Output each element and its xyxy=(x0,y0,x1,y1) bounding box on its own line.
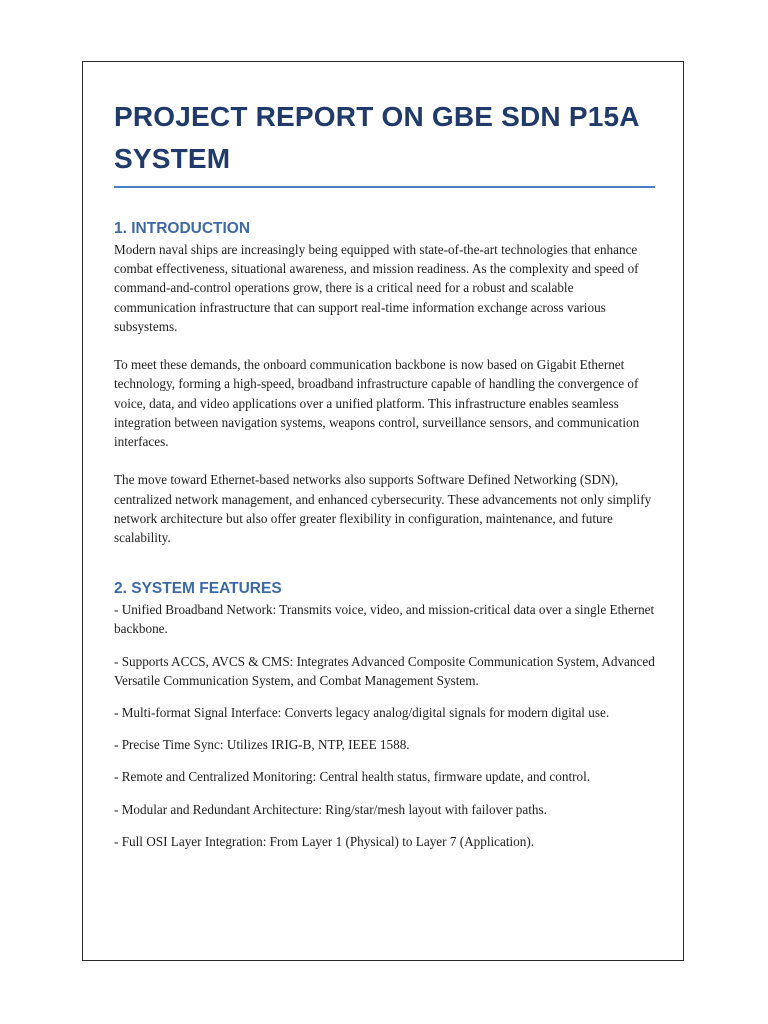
document-page xyxy=(82,61,684,961)
feature-item: - Multi-format Signal Interface: Converts legacy analog/digital signals for modern digital use. xyxy=(114,705,610,721)
introduction-heading: 1. INTRODUCTION xyxy=(114,220,251,237)
system-features-heading: 2. SYSTEM FEATURES xyxy=(114,580,282,598)
feature-item: - Supports ACCS, AVCS & CMS: Integrates Advanced Composite Communication System, Advanced Versatile Communication System, and Combat Management System. xyxy=(114,653,655,688)
feature-item: - Unified Broadband Network: Transmits voice, video, and mission-critical data over a single Ethernet backbone. xyxy=(114,602,655,637)
feature-item: - Remote and Centralized Monitoring: Central health status, firmware update, and control. xyxy=(114,769,591,785)
feature-item: - Full OSI Layer Integration: From Layer 1 (Physical) to Layer 7 (Application). xyxy=(114,833,535,849)
feature-item: - Modular and Redundant Architecture: Ring/star/mesh layout with failover paths. xyxy=(114,801,547,817)
document-title: PROJECT REPORT ON GBE SDN P15A SYSTEM xyxy=(114,96,655,188)
introduction-paragraph: To meet these demands, the onboard communication backbone is now based on Gigabit Ethernet technology, forming a high-speed, broadband infrastructure capable of handling the convergence of voice, data, and video applications over a unified platform. This infrastructure enables seamless integration between navigation systems, weapons control, surveillance sensors, and communication interfaces. xyxy=(114,357,640,450)
feature-list xyxy=(114,600,655,851)
introduction-paragraph: The move toward Ethernet-based networks also supports Software Defined Networking (SDN), centralized network management, and enhanced cybersecurity. These advancements not only simplify network architecture but also offer greater flexibility in configuration, maintenance, and future scalability. xyxy=(114,472,652,546)
introduction-paragraph: Modern naval ships are increasingly being equipped with state-of-the-art technologies that enhance combat effectiveness, situational awareness, and mission readiness. As the complexity and speed of command-and-control operations grow, there is a critical need for a robust and scalable communication infrastructure that can support real-time information exchange across various subsystems. xyxy=(114,242,639,334)
page-content xyxy=(114,96,655,864)
feature-item: - Precise Time Sync: Utilizes IRIG-B, NTP, IEEE 1588. xyxy=(114,737,410,753)
